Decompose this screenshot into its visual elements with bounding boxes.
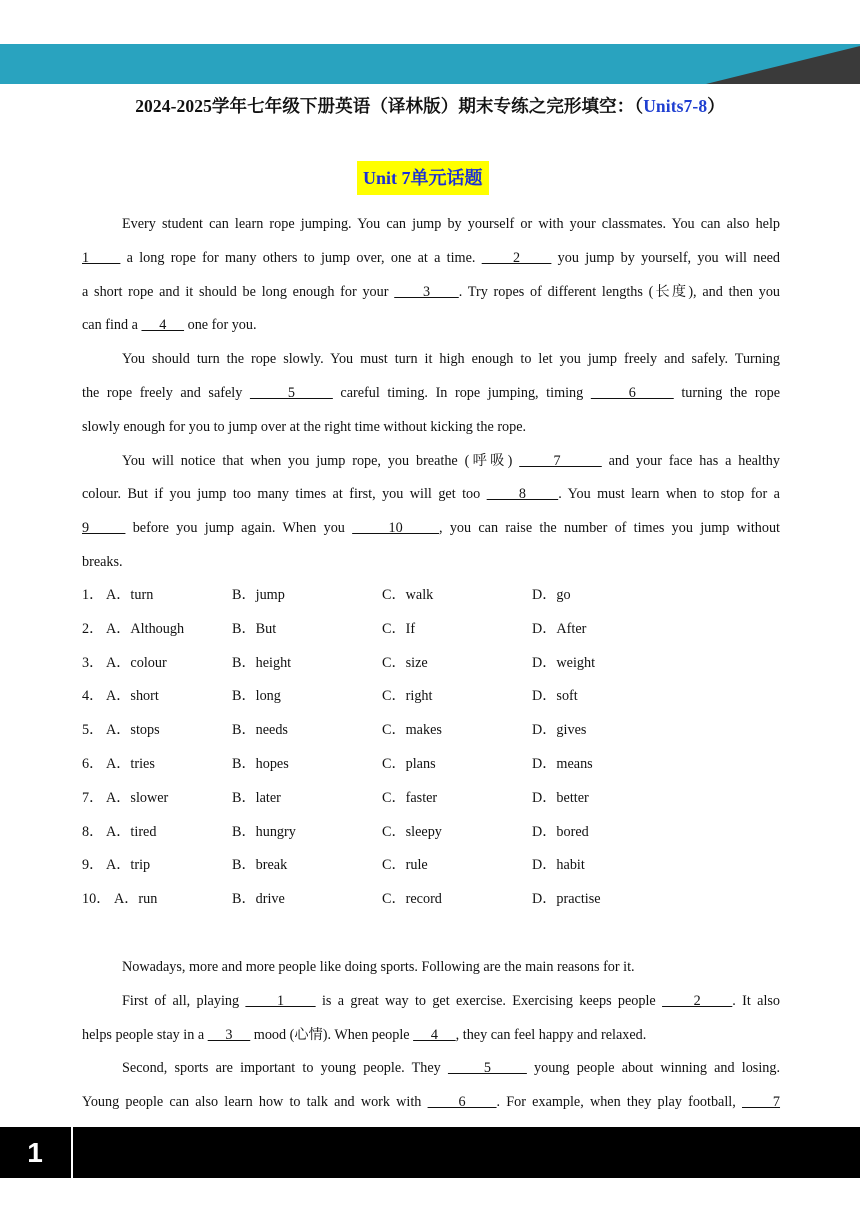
option-row (82, 889, 782, 909)
text-run: the rope freely and safely (82, 385, 250, 401)
answer-blank: 5 (249, 385, 333, 401)
text-run: breaks. (82, 554, 123, 570)
option-c: C．rule (382, 857, 428, 874)
answer-blank: 6 (590, 385, 674, 401)
option-row (82, 619, 782, 639)
option-row (82, 653, 782, 673)
answer-blank: 10 (352, 520, 440, 537)
text-line (82, 315, 780, 335)
answer-blank: 4 (141, 317, 185, 334)
option-b: B．break (232, 857, 288, 874)
answer-blank: 8 (486, 486, 559, 503)
option-a: A．tired (106, 823, 157, 840)
text-line (82, 484, 780, 504)
text-run: before you jump again. When you (125, 520, 353, 537)
footer-divider (71, 1127, 73, 1178)
header-band (0, 44, 860, 84)
option-a: A．tries (106, 756, 155, 772)
option-row (82, 720, 782, 740)
text-line (82, 957, 780, 977)
question-number: 4． (82, 688, 104, 705)
text-run: mood (心情). When people (250, 1026, 414, 1043)
text-run: Nowadays, more and more people like doing sports. Following are the main reasons for it. (122, 959, 635, 975)
text-line (82, 552, 780, 572)
text-run: colour. But if you jump too many times at first, you will get too (82, 486, 487, 503)
question-number: 5． (82, 722, 104, 739)
answer-blank: 5 (447, 1060, 527, 1077)
option-a: A．stops (106, 722, 160, 739)
text-run: You should turn the rope slowly. You must turn it high enough to let you jump freely and safely. Turning (122, 351, 780, 368)
text-line (82, 451, 780, 471)
option-b: B．needs (232, 722, 288, 739)
option-d: D．soft (532, 688, 578, 705)
text-run: careful timing. In rope jumping, timing (332, 385, 591, 401)
option-c: C．size (382, 654, 428, 671)
option-d: D．practise (532, 891, 601, 908)
option-b: B．jump (232, 587, 285, 603)
option-c: C．plans (382, 756, 436, 772)
answer-blank: 3 (394, 283, 459, 300)
text-run: . You must learn when to stop for a (558, 486, 780, 503)
question-number: 10． (82, 891, 111, 908)
page-number: 1 (27, 1137, 43, 1168)
option-c: C．sleepy (382, 823, 442, 840)
text-line (82, 417, 780, 437)
answer-blank: 4 (413, 1026, 456, 1043)
option-c: C．makes (382, 722, 442, 739)
answer-blank: 1 (245, 992, 316, 1009)
text-run: Second, sports are important to young people. They (122, 1060, 448, 1077)
option-b: B．hopes (232, 756, 289, 772)
option-c: C．record (382, 891, 442, 908)
document-title (0, 93, 860, 118)
text-run: . It also (732, 992, 780, 1009)
answer-blank: 6 (427, 1094, 497, 1111)
option-row (82, 822, 782, 842)
option-row (82, 855, 782, 875)
text-line (82, 349, 780, 369)
text-run: Every student can learn rope jumping. You can jump by yourself or with your classmates. You can also help (122, 216, 780, 232)
text-run: turning the rope (673, 385, 781, 401)
text-run: and your face has a healthy (601, 452, 780, 469)
text-run: can find a (82, 317, 142, 334)
option-d: D．means (532, 756, 593, 772)
option-row (82, 754, 782, 774)
option-c: C．right (382, 688, 433, 705)
option-b: B．drive (232, 891, 285, 908)
text-line (82, 282, 780, 302)
text-line (82, 383, 780, 403)
option-d: D．go (532, 587, 571, 603)
title-end: ） (707, 96, 725, 116)
text-run: young people about winning and losing. (526, 1060, 781, 1077)
option-b: B．height (232, 654, 292, 671)
option-d: D．better (532, 789, 589, 806)
option-a: A．colour (106, 654, 167, 671)
answer-blank: 2 (481, 249, 552, 266)
text-run: . Try ropes of different lengths (长度), and then you (458, 283, 781, 300)
option-a: A．Although (106, 620, 185, 637)
text-line (82, 991, 780, 1011)
option-d: D．weight (532, 654, 596, 671)
option-a: A．slower (106, 789, 169, 806)
text-run: Young people can also learn how to talk and work with (82, 1094, 428, 1111)
text-run: one for you. (184, 317, 257, 334)
text-line (82, 1092, 780, 1112)
option-d: D．After (532, 620, 587, 637)
option-c: C．walk (382, 587, 434, 603)
page-footer (0, 1127, 860, 1178)
option-c: C．If (382, 620, 416, 637)
option-d: D．bored (532, 823, 589, 840)
title-units: Units7-8 (643, 96, 708, 116)
answer-blank: 2 (662, 992, 733, 1009)
text-run: you jump by yourself, you will need (551, 249, 781, 266)
title-text: 2024-2025学年七年级下册英语（译林版）期末专练之完形填空：（ (135, 96, 644, 116)
option-a: A．turn (106, 587, 154, 603)
question-number: 9． (82, 857, 104, 874)
option-c: C．faster (382, 789, 438, 806)
answer-blank: 1 (82, 249, 121, 266)
text-line (82, 1058, 780, 1078)
option-row (82, 686, 782, 706)
text-line (82, 214, 780, 234)
option-a: A．short (106, 688, 159, 705)
answer-blank: 7 (519, 452, 602, 469)
answer-blank: 9 (82, 520, 126, 537)
option-b: B．But (232, 620, 277, 637)
question-number: 6． (82, 756, 104, 772)
text-run: a long rope for many others to jump over, one at a time. (120, 249, 482, 266)
text-line (82, 518, 780, 538)
text-run: First of all, playing (122, 992, 246, 1009)
question-number: 3． (82, 654, 104, 671)
answer-blank: 3 (207, 1026, 251, 1043)
question-number: 2． (82, 620, 104, 637)
text-line (82, 248, 780, 268)
question-number: 8． (82, 823, 104, 840)
text-run: You will notice that when you jump rope, you breathe (呼吸) (122, 452, 520, 469)
text-line (82, 1025, 780, 1045)
option-row (82, 585, 782, 605)
unit-7-heading: Unit 7单元话题 (357, 161, 489, 195)
option-d: D．gives (532, 722, 587, 739)
answer-blank: 7 (741, 1094, 781, 1111)
option-row (82, 788, 782, 808)
option-b: B．long (232, 688, 281, 705)
text-run: is a great way to get exercise. Exercising keeps people (315, 992, 663, 1009)
option-b: B．hungry (232, 823, 296, 840)
option-a: A．run (114, 891, 158, 908)
option-d: D．habit (532, 857, 585, 874)
option-a: A．trip (106, 857, 151, 874)
option-b: B．later (232, 789, 281, 806)
text-run: . For example, when they play football, (496, 1094, 742, 1111)
text-run: slowly enough for you to jump over at the right time without kicking the rope. (82, 418, 527, 435)
text-run: , you can raise the number of times you jump without (439, 520, 781, 537)
text-run: helps people stay in a (82, 1026, 208, 1043)
question-number: 1． (82, 587, 104, 603)
text-run: , they can feel happy and relaxed. (455, 1026, 647, 1043)
text-run: a short rope and it should be long enough for your (82, 283, 395, 300)
question-number: 7． (82, 789, 104, 806)
